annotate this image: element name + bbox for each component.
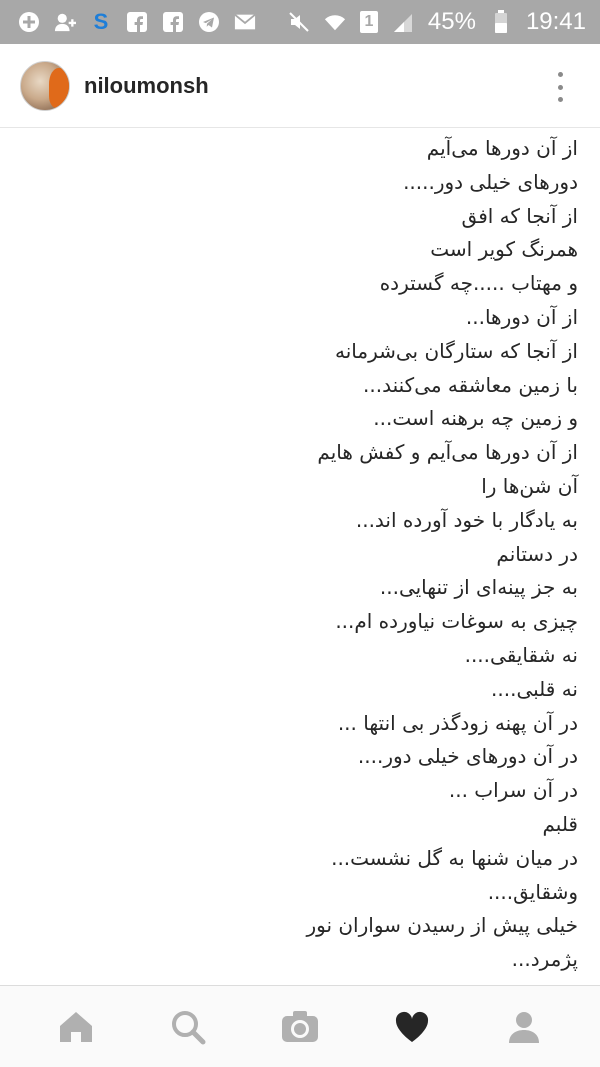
poem-line: به یادگار با خود آورده اند...	[355, 507, 578, 532]
status-notifications	[18, 11, 256, 33]
bottom-nav	[0, 985, 600, 1067]
more-dot	[558, 72, 563, 77]
mute-icon	[288, 11, 310, 33]
more-options-button[interactable]	[550, 70, 570, 104]
nav-search[interactable]	[158, 997, 218, 1057]
sim-icon	[360, 11, 378, 33]
poem-line: و زمین چه برهنه است...	[373, 406, 578, 431]
nav-profile[interactable]	[494, 997, 554, 1057]
poem-line: از آنجا که ستارگان بی‌شرمانه	[335, 338, 578, 363]
avatar-hair	[49, 68, 70, 108]
poem-line: در آن دورهای خیلی دور....	[357, 744, 578, 769]
poem-line: از آن دورها...	[465, 304, 578, 329]
poem-line: در آن سراب ...	[448, 778, 578, 803]
nav-activity[interactable]	[382, 997, 442, 1057]
poem-line: از آن دورها می‌آیم و کفش هایم	[317, 440, 578, 465]
poem-line: به جز پینه‌ای از تنهایی...	[379, 575, 578, 600]
search-icon	[170, 1009, 206, 1045]
more-dot	[558, 85, 563, 90]
poem-line: دورهای خیلی دور.....	[403, 169, 578, 194]
poem-line: نه قلبی....	[491, 676, 578, 701]
poem-line: نه شقایقی....	[464, 642, 578, 667]
poem-line: خیلی پیش از رسیدن سواران نور	[306, 913, 578, 938]
battery-icon	[490, 11, 512, 33]
heart-icon	[394, 1011, 430, 1043]
sim-indicator: 1	[364, 13, 374, 30]
nav-camera[interactable]	[270, 997, 330, 1057]
signal-icon	[392, 11, 414, 33]
status-system	[288, 8, 586, 36]
mail-icon	[234, 11, 256, 33]
skype-icon	[90, 11, 112, 33]
poem-line: وشقایق....	[487, 879, 578, 904]
poem-line: آن شن‌ها را	[481, 473, 578, 498]
poem-line: از آنجا که افق	[461, 203, 578, 228]
clock: 19:41	[525, 8, 586, 35]
poem-line: از آن دورها می‌آیم	[426, 136, 578, 160]
nav-home[interactable]	[46, 997, 106, 1057]
more-dot	[558, 97, 563, 102]
username[interactable]: niloumonsh	[84, 72, 209, 98]
poem-line: با زمین معاشقه می‌کنند...	[363, 372, 578, 397]
camera-icon	[280, 1010, 320, 1044]
svg-text:S: S	[93, 11, 109, 33]
poem-line: چیزی به سوغات نیاورده ام...	[335, 609, 578, 634]
poem-line: در آن پهنه زودگذر بی انتها ...	[337, 710, 578, 735]
poem-line: پژمرد...	[511, 947, 578, 972]
poem-line: همرنگ کویر است	[430, 237, 578, 262]
profile-icon	[507, 1010, 541, 1044]
avatar[interactable]	[20, 61, 70, 111]
add-user-icon	[54, 11, 76, 33]
home-icon	[58, 1010, 94, 1044]
poem-line: و مهتاب .....چه گسترده	[379, 271, 578, 296]
wifi-icon	[324, 11, 346, 33]
add-icon	[18, 11, 40, 33]
status-bar	[0, 0, 600, 44]
poem-line: قلبم	[542, 811, 578, 836]
facebook-icon	[162, 11, 184, 33]
battery-percent: 45%	[427, 8, 476, 35]
post-text	[0, 132, 600, 982]
post-header	[0, 44, 600, 128]
facebook-icon	[126, 11, 148, 33]
poem-line: در میان شنها به گل نشست...	[331, 845, 578, 870]
telegram-icon	[198, 11, 220, 33]
poem-line: در دستانم	[496, 541, 578, 566]
